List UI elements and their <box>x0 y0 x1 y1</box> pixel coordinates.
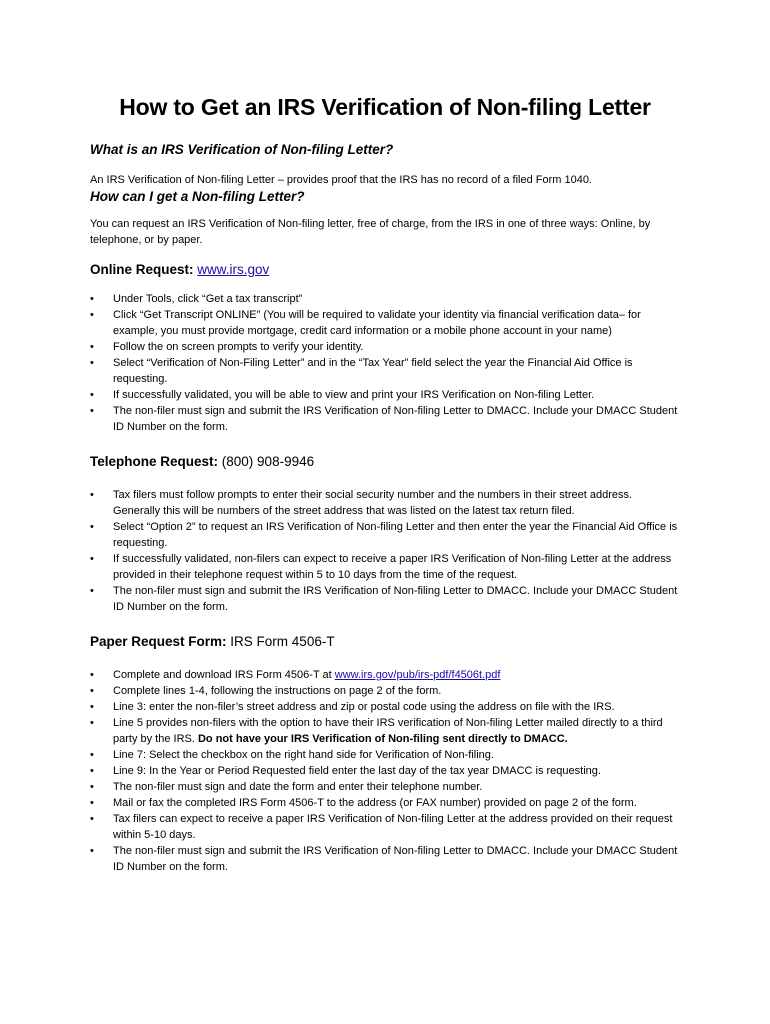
paper-request-list <box>90 667 682 875</box>
list-item: • Complete and download IRS Form 4506-T at www.irs.gov/pub/irs-pdf/f4506t.pdf <box>90 669 501 681</box>
answer-how-get: You can request an IRS Verification of Non-filing letter, free of charge, from the IRS in one of three ways: Online, by telephone, or by paper. <box>90 218 651 246</box>
question-how-get: How can I get a Non-filing Letter? <box>90 189 305 204</box>
online-request-label: Online Request: <box>90 262 194 277</box>
list-item: • The non-filer must sign and submit the IRS Verification of Non-filing Letter to DMACC. Include your DMACC Student ID Number on the form. <box>90 585 678 613</box>
bullet-icon: • <box>90 293 94 305</box>
bullet-icon: • <box>90 797 94 809</box>
bullet-icon: • <box>90 685 94 697</box>
bullet-icon: • <box>90 765 94 777</box>
bullet-icon: • <box>90 813 94 825</box>
list-item: • The non-filer must sign and date the form and enter their telephone number. <box>90 781 483 793</box>
bullet-icon: • <box>90 389 94 401</box>
bullet-icon: • <box>90 845 94 857</box>
paper-request-label: Paper Request Form: <box>90 634 227 649</box>
bullet-icon: • <box>90 521 94 533</box>
list-item: • If successfully validated, you will be able to view and print your IRS Verification on Non-filing Letter. <box>90 389 595 401</box>
bullet-icon: • <box>90 669 94 681</box>
list-item: • Under Tools, click “Get a tax transcript” <box>90 293 303 305</box>
list-item: • If successfully validated, non-filers can expect to receive a paper IRS Verification of Non-filing Letter at the address provided in their telephone request within 5 to 10 days from the time of the request. <box>90 553 672 581</box>
irs-gov-link[interactable]: www.irs.gov <box>197 262 270 277</box>
list-item: • Tax filers can expect to receive a paper IRS Verification of Non-filing Letter at the address provided on their request within 5-10 days. <box>90 813 673 841</box>
list-item: • Line 7: Select the checkbox on the right hand side for Verification of Non-filing. <box>90 749 494 761</box>
bullet-icon: • <box>90 701 94 713</box>
bullet-icon: • <box>90 341 94 353</box>
list-item: • Line 3: enter the non-filer’s street address and zip or postal code using the address on file with the IRS. <box>90 701 615 713</box>
telephone-number: (800) 908-9946 <box>221 454 315 469</box>
paper-request-heading <box>90 634 682 649</box>
list-item: • Select “Option 2” to request an IRS Verification of Non-filing Letter and then enter the year the Financial Aid Office is requesting. <box>90 521 678 549</box>
bullet-icon: • <box>90 489 94 501</box>
document-body <box>90 142 682 875</box>
online-request-list <box>90 291 682 435</box>
bullet-icon: • <box>90 717 94 729</box>
list-item: • Complete lines 1-4, following the instructions on page 2 of the form. <box>90 685 442 697</box>
question-what-is: What is an IRS Verification of Non-filing Letter? <box>90 142 394 157</box>
form-4506t-link[interactable]: www.irs.gov/pub/irs-pdf/f4506t.pdf <box>334 669 501 681</box>
list-item: • Line 5 provides non-filers with the option to have their IRS verification of Non-filing Letter mailed directly to a third party by the IRS. Do not have your IRS Verification of Non-filing sent directly to DMACC. <box>90 717 663 745</box>
bullet-icon: • <box>90 309 94 321</box>
list-item: • The non-filer must sign and submit the IRS Verification of Non-filing Letter to DMACC. Include your DMACC Student ID Number on the form. <box>90 845 678 873</box>
telephone-request-list <box>90 487 682 615</box>
list-item: • Line 9: In the Year or Period Requested field enter the last day of the tax year DMACC is requesting. <box>90 765 601 777</box>
list-item: • Select “Verification of Non-Filing Letter” and in the “Tax Year” field select the year the Financial Aid Office is requesting. <box>90 357 633 385</box>
list-item: • Click “Get Transcript ONLINE” (You will be required to validate your identity via financial verification data– for example, you must provide mortgage, credit card information or a mobile phone account in your name) <box>90 309 641 337</box>
bullet-icon: • <box>90 585 94 597</box>
bullet-icon: • <box>90 553 94 565</box>
bullet-icon: • <box>90 749 94 761</box>
paper-form-name: IRS Form 4506-T <box>230 634 335 649</box>
list-item: • The non-filer must sign and submit the IRS Verification of Non-filing Letter to DMACC. Include your DMACC Student ID Number on the form. <box>90 405 678 433</box>
warning-text: Do not have your IRS Verification of Non-filing sent directly to DMACC. <box>197 733 568 745</box>
bullet-icon: • <box>90 357 94 369</box>
telephone-request-heading <box>90 454 682 469</box>
list-item: • Mail or fax the completed IRS Form 4506-T to the address (or FAX number) provided on page 2 of the form. <box>90 797 637 809</box>
online-request-heading <box>90 262 682 277</box>
bullet-icon: • <box>90 405 94 417</box>
list-item: • Tax filers must follow prompts to enter their social security number and the numbers in their street address. Generally this will be numbers of the street address that was listed on the latest tax return filed. <box>90 489 633 517</box>
list-item: • Follow the on screen prompts to verify your identity. <box>90 341 364 353</box>
bullet-icon: • <box>90 781 94 793</box>
page-title: How to Get an IRS Verification of Non-filing Letter <box>119 94 651 120</box>
answer-what-is: An IRS Verification of Non-filing Letter – provides proof that the IRS has no record of a filed Form 1040. <box>90 174 592 186</box>
telephone-request-label: Telephone Request: <box>90 454 219 469</box>
